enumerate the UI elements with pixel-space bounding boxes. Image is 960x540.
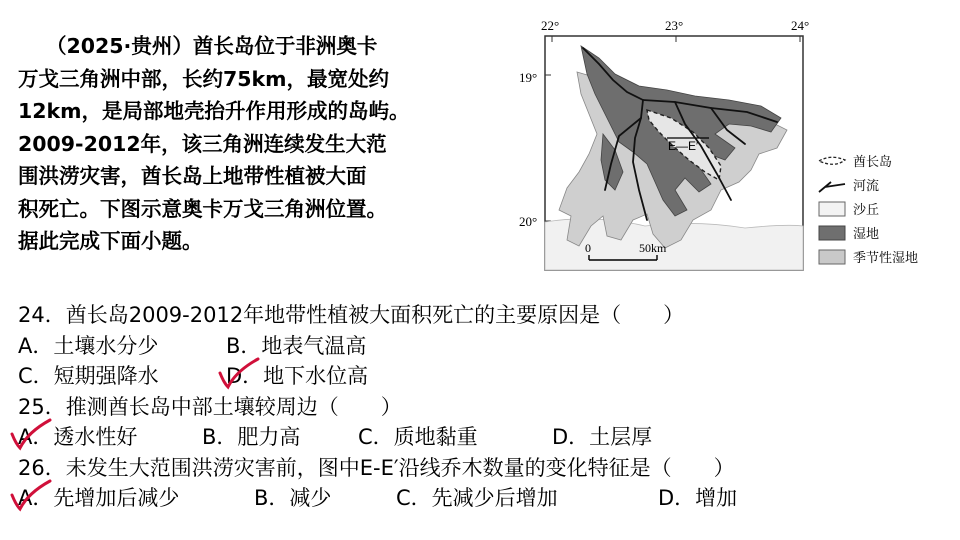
section-label: E—E′ [668,139,699,153]
option-row [18,422,948,453]
question-stem [18,453,948,484]
lon-label: 23° [665,18,684,33]
option-row [18,331,948,362]
intro-line: 据此完成下面小题。 [18,229,203,253]
legend-label: 季节性湿地 [853,251,919,266]
intro-line: 12km，是局部地壳抬升作用形成的岛屿。 [18,99,410,123]
lon-label: 24° [791,18,810,33]
scale-zero: 0 [585,241,591,255]
river-line-icon [819,182,845,192]
medium-swatch-icon [819,250,845,264]
delta-map [515,14,945,276]
option-26-c[interactable]: C．先减少后增加 [396,486,558,510]
question-24-stem: 24．酋长岛2009-2012年地带性植被大面积死亡的主要原因是（ ） [18,303,685,327]
scale-label: 50km [639,241,667,255]
question-26-stem: 26．未发生大范围洪涝灾害前，图中E-E′沿线乔木数量的变化特征是（ ） [18,455,735,480]
intro-line: 积死亡。下图示意奥卡万戈三角洲位置。 [18,196,387,221]
question-stem [18,392,948,423]
option-24-d[interactable]: D．地下水位高 [226,364,369,388]
legend-label: 沙丘 [853,203,880,218]
legend-label: 河流 [853,179,880,194]
legend-label: 酋长岛 [853,155,893,170]
dashed-outline-icon [819,157,845,164]
lon-label: 22° [541,18,560,33]
question-25-stem: 25．推测酋长岛中部土壤较周边（ ） [18,394,402,419]
option-26-b[interactable]: B．减少 [254,486,332,510]
checkmark-icon [216,357,262,391]
option-row [18,483,948,514]
option-25-d[interactable]: D．土层厚 [552,425,653,449]
option-24-a[interactable]: A．土壤水分少 [18,333,159,358]
intro-paragraph [18,30,488,258]
intro-line: 围洪涝灾害，酋长岛上地带性植被大面 [18,164,367,188]
option-24-b[interactable]: B．地表气温高 [226,333,367,358]
light-swatch-icon [819,202,845,216]
intro-line: 2009-2012年，该三角洲连续发生大范 [18,131,387,156]
option-25-a[interactable]: A．透水性好 [18,425,138,449]
checkmark-icon [8,418,54,452]
legend-label: 湿地 [853,227,880,242]
option-26-d[interactable]: D．增加 [658,486,738,510]
legend [819,154,918,266]
option-26-a[interactable]: A．先增加后减少 [18,486,180,510]
option-25-b[interactable]: B．肥力高 [202,425,301,449]
option-24-c[interactable]: C．短期强降水 [18,364,159,388]
checkmark-icon [8,479,54,513]
question-stem [18,300,948,331]
lat-label: 19° [519,70,538,85]
option-row [18,361,948,392]
option-25-c[interactable]: C．质地黏重 [358,425,478,449]
dark-swatch-icon [819,226,845,240]
question-list [18,300,948,514]
intro-line: 万戈三角洲中部，长约75km，最宽处约 [18,66,390,91]
lat-label: 20° [519,214,538,229]
intro-line: （2025·贵州）酋长岛位于非洲奥卡 [46,34,378,58]
